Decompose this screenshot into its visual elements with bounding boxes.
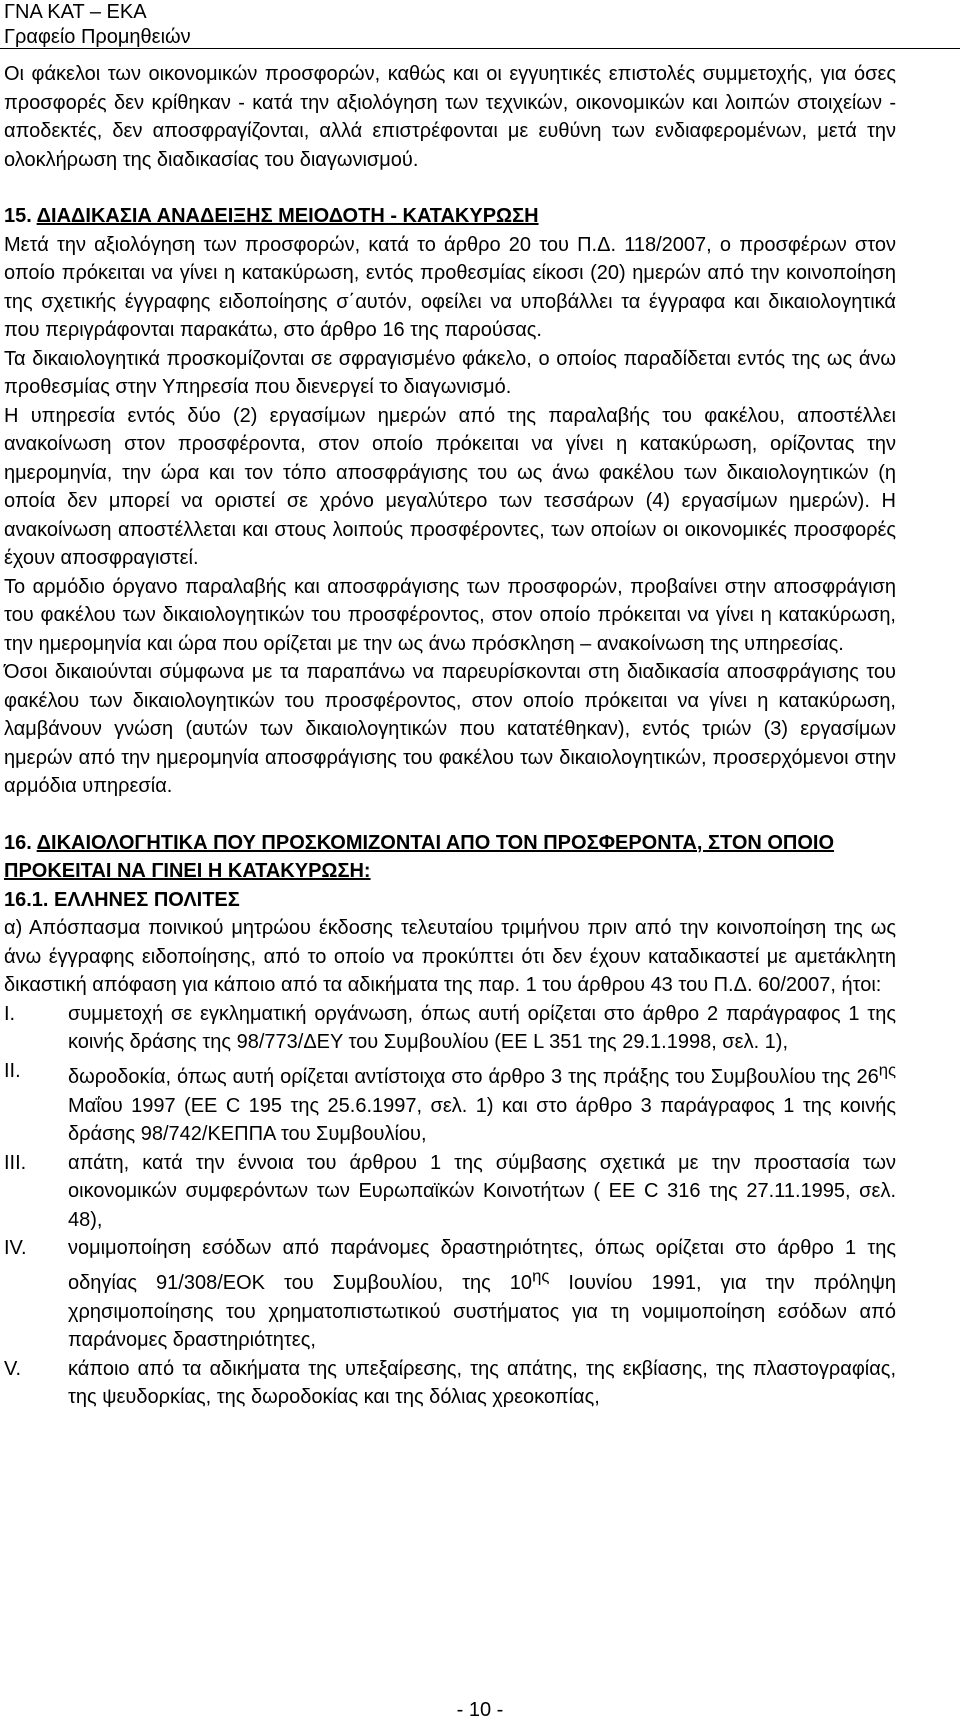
page-header: [4, 0, 191, 50]
section-15-heading: [4, 202, 896, 231]
item-a-paragraph: α) Απόσπασμα ποινικού μητρώου έκδοσης τελευταίου τριμήνου πριν από την κοινοποίηση της ως άνω έγγραφης ειδοποίησης, από το οποίο να προκύπτει ότι δεν έχουν καταδικαστεί με αμετάκλητη δικαστική απόφαση για κάποιο από τα αδικήματα της παρ. 1 του άρθρου 43 του Π.Δ. 60/2007, ήτοι:: [4, 917, 896, 996]
section-16-heading: [4, 829, 896, 886]
ordinal-superscript: ης: [878, 1060, 896, 1080]
section-15-paragraph: Όσοι δικαιούνται σύμφωνα με τα παραπάνω να παρευρίσκονται στη διαδικασία αποσφράγισης του φακέλου των δικαιολογητικών του προσφέροντος, στον οποίο πρόκειται να γίνει η κατακύρωση, λαμβάνουν γνώση (αυτών των δικαιολογητικών που κατατέθηκαν), εντός τριών (3) εργασίμων ημερών από την ημερομηνία αποσφράγισης του φακέλου των δικαιολογητικών, προσερχόμενοι στην αρμόδια υπηρεσία.: [4, 661, 896, 797]
list-item-number: V.: [4, 1357, 22, 1380]
intro-paragraph: Οι φάκελοι των οικονομικών προσφορών, καθώς και οι εγγυητικές επιστολές συμμετοχής, για όσες προσφορές δεν κρίθηκαν - κατά την αξιολόγηση των τεχνικών, οικονομικών και λοιπών στοιχείων - αποδεκτές, δεν αποσφραγίζονται, αλλά επιστρέφονται με ευθύνη των ενδιαφερομένων, μετά την ολοκλήρωση της διαδικασίας του διαγωνισμού.: [4, 63, 896, 171]
page-number: - 10 -: [456, 1699, 504, 1721]
list-item-number: I.: [4, 1002, 16, 1025]
list-item-number: III.: [4, 1151, 27, 1174]
spacer: [4, 801, 896, 829]
list-item-number: II.: [4, 1059, 21, 1082]
subsection-16-1-number: 16.1.: [4, 888, 49, 911]
ordinal-superscript: ης: [532, 1266, 550, 1286]
list-item: [4, 1355, 896, 1412]
section-15-paragraph: Η υπηρεσία εντός δύο (2) εργασίμων ημερών από της παραλαβής του φακέλου, αποστέλλει ανακοίνωση στον προσφέροντα, στον οποίο πρόκειται να γίνει η κατακύρωση, ορίζοντας την ημερομηνία, την ώρα και τον τόπο αποσφράγισης του ως άνω φακέλου των δικαιολογητικών (η οποία δεν μπορεί να οριστεί σε χρόνο μεγαλύτερο των τεσσάρων (4) εργασίμων ημερών). Η ανακοίνωση αποστέλλεται και στους λοιπούς προσφέροντες, των οποίων οι οικονομικές προσφορές έχουν αποσφραγιστεί.: [4, 404, 896, 569]
list-item: [4, 1000, 896, 1057]
section-15-number: 15.: [4, 205, 32, 227]
list-item-text: νομιμοποίηση εσόδων από παράνομες δραστηριότητες, όπως ορίζεται στο άρθρο 1 της οδηγίας 91/308/ΕΟΚ του Συμβουλίου, της $10^{\eta\varsigma}$ Ιουνίου 1991, για την πρόληψη χρησιμοποίησης του χρηματοπιστωτικού συστήματος για τη νομιμοποίηση εσόδων από παράνομες δραστηριότητες,: [68, 1237, 897, 1352]
list-item: [4, 1234, 896, 1355]
header-department: Γραφείο Προμηθειών: [4, 26, 191, 48]
header-organization: ΓΝΑ ΚΑΤ – ΕΚΑ: [4, 1, 147, 23]
list-item-text: δωροδοκία, όπως αυτή ορίζεται αντίστοιχα στο άρθρο 3 της πράξης του Συμβουλίου της $26^{\eta\varsigma}$ Μαΐου 1997 (ΕΕ C 195 της 25.6.1997, σελ. 1) και στο άρθρο 3 παράγραφος 1 της κοινής δράσης 98/742/ΚΕΠΠΑ του Συμβουλίου,: [68, 1060, 896, 1146]
section-15-title: ΔΙΑΔΙΚΑΣΙΑ ΑΝΑΔΕΙΞΗΣ ΜΕΙΟΔΟΤΗ - ΚΑΤΑΚΥΡΩΣΗ: [36, 205, 539, 227]
section-15-paragraph: Τα δικαιολογητικά προσκομίζονται σε σφραγισμένο φάκελο, ο οποίος παραδίδεται εντός της ως άνω προθεσμίας στην Υπηρεσία που διενεργεί το διαγωνισμό.: [4, 347, 896, 398]
section-15-paragraph: Μετά την αξιολόγηση των προσφορών, κατά το άρθρο 20 του Π.Δ. 118/2007, ο προσφέρων στον οποίο πρόκειται να γίνει η κατακύρωση, εντός προθεσμίας είκοσι (20) ημερών από την κοινοποίηση της σχετικής έγγραφης ειδοποίησης σ΄αυτόν, οφείλει να υποβάλλει τα έγγραφα και δικαιολογητικά που περιγράφονται παρακάτω, στο άρθρο 16 της παρούσας.: [4, 233, 896, 341]
list-item-text: κάποιο από τα αδικήματα της υπεξαίρεσης, της απάτης, της εκβίασης, της πλαστογραφίας, της ψευδορκίας, της δωροδοκίας και της δόλιας χρεοκοπίας,: [68, 1357, 896, 1409]
spacer: [4, 174, 896, 202]
subsection-16-1-title: ΕΛΛΗΝΕΣ ΠΟΛΙΤΕΣ: [54, 888, 240, 911]
list-item-text: απάτη, κατά την έννοια του άρθρου 1 της σύμβασης σχετικά με την προστασία των οικονομικών συμφερόντων των Ευρωπαϊκών Κοινοτήτων ( ΕΕ C 316 της 27.11.1995, σελ. 48),: [68, 1151, 896, 1231]
section-16-number: 16.: [4, 831, 32, 854]
header-divider: [0, 48, 960, 49]
document-body: [4, 60, 896, 1412]
offenses-list: [4, 1000, 896, 1412]
list-item-text: συμμετοχή σε εγκληματική οργάνωση, όπως αυτή ορίζεται στο άρθρο 2 παράγραφος 1 της κοινής δράσης της 98/773/ΔΕΥ του Συμβουλίου (ΕΕ L 351 της 29.1.1998, σελ. 1),: [68, 1002, 896, 1053]
list-item: [4, 1057, 896, 1149]
list-item: [4, 1149, 896, 1235]
section-15-paragraph: Το αρμόδιο όργανο παραλαβής και αποσφράγισης των προσφορών, προβαίνει στην αποσφράγιση του φακέλου των δικαιολογητικών του προσφέροντος, στον οποίο πρόκειται να γίνει η κατακύρωση, την ημερομηνία και ώρα που ορίζεται με την ως άνω πρόσκληση – ανακοίνωση της υπηρεσίας.: [4, 575, 896, 655]
subsection-16-1-heading: [4, 886, 896, 915]
list-item-number: IV.: [4, 1237, 27, 1260]
section-16-title: ΔΙΚΑΙΟΛΟΓΗΤΙΚΑ ΠΟΥ ΠΡΟΣΚΟΜΙΖΟΝΤΑΙ ΑΠΟ ΤΟΝ ΠΡΟΣΦΕΡΟΝΤΑ, ΣΤΟΝ ΟΠΟΙΟ ΠΡΟΚΕΙΤΑΙ ΝΑ ΓΙΝΕΙ Η ΚΑΤΑΚΥΡΩΣΗ:: [4, 831, 835, 882]
